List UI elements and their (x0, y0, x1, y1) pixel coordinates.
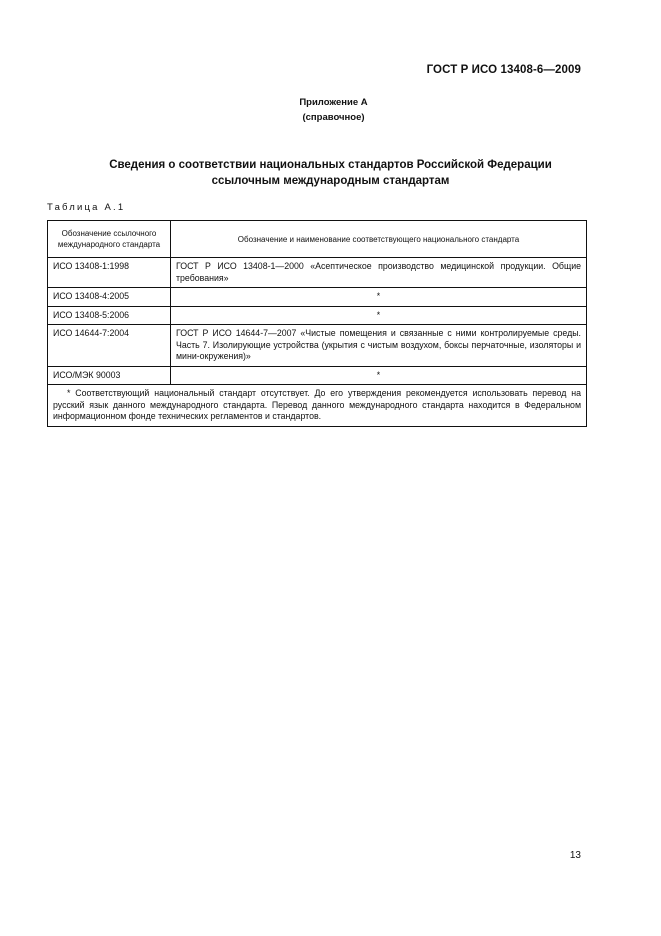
table-footnote-row (48, 385, 587, 427)
ref-standard-cell: ИСО 13408-5:2006 (48, 306, 171, 325)
table-row (48, 288, 587, 307)
national-standard-cell: ГОСТ Р ИСО 13408-1—2000 «Асептическое производство медицинской продукции. Общие требования» (171, 258, 587, 288)
table-row (48, 325, 587, 367)
national-standard-cell: * (171, 306, 587, 325)
national-standard-cell: * (171, 366, 587, 385)
section-title-line2: ссылочным международным стандартам (211, 175, 450, 187)
table-caption: Таблица А.1 (47, 202, 126, 213)
ref-standard-cell: ИСО 14644-7:2004 (48, 325, 171, 367)
table-row (48, 306, 587, 325)
table-row (48, 366, 587, 385)
annex-heading (0, 95, 661, 125)
section-title (0, 157, 661, 189)
table-header-row (48, 221, 587, 258)
annex-label: Приложение А (299, 97, 368, 108)
ref-standard-cell: ИСО 13408-1:1998 (48, 258, 171, 288)
national-standard-cell: * (171, 288, 587, 307)
header-national-standard: Обозначение и наименование соответствующего национального стандарта (171, 221, 587, 258)
table-footnote (48, 385, 587, 427)
section-title-line1: Сведения о соответствии национальных стандартов Российской Федерации (109, 159, 552, 171)
header-ref-line1: Обозначение ссылочного (61, 229, 157, 238)
ref-standard-cell: ИСО 13408-4:2005 (48, 288, 171, 307)
national-standard-cell: ГОСТ Р ИСО 14644-7—2007 «Чистые помещения и связанные с ними контролируемые среды. Часть 7. Изолирующие устройства (укрытия с чистым воздухом, боксы перчаточные, изоляторы и мини-окружения)» (171, 325, 587, 367)
table-footnote-text: * Соответствующий национальный стандарт отсутствует. До его утверждения рекомендуется использовать перевод на русский язык данного международного стандарта. Перевод данного международного стандарта находится в Федеральном информационном фонде технических регламентов и стандартов. (53, 388, 581, 421)
standards-table (47, 220, 587, 427)
header-ref-standard (48, 221, 171, 258)
document-id-header: ГОСТ Р ИСО 13408-6—2009 (426, 64, 581, 76)
annex-type: (справочное) (302, 112, 365, 123)
ref-standard-cell: ИСО/МЭК 90003 (48, 366, 171, 385)
table-row (48, 258, 587, 288)
header-ref-line2: международного стандарта (57, 240, 161, 249)
page-number: 13 (569, 850, 581, 861)
